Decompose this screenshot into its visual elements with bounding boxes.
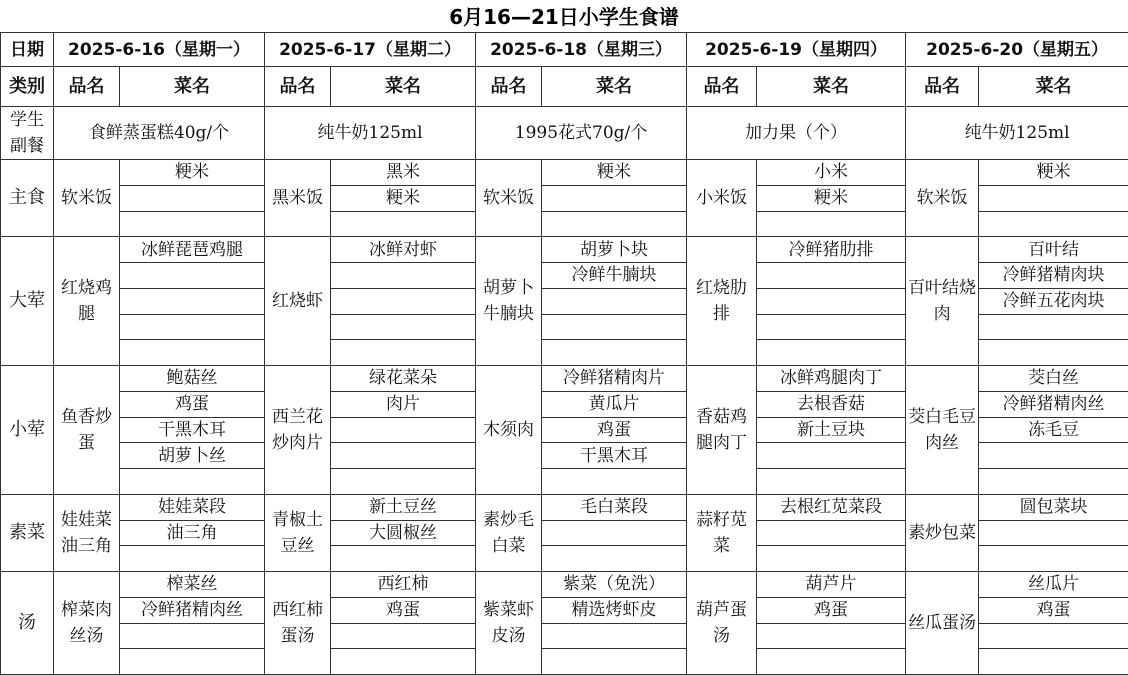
ingredient-cell: 冷鲜五花肉块: [979, 288, 1128, 314]
ingredient-cell: [542, 520, 687, 546]
ingredient-cell: [331, 417, 476, 443]
ingredient-cell: [542, 623, 687, 649]
ingredient-cell: 绿花菜朵: [331, 366, 476, 392]
dish-column-header: 品名: [906, 67, 979, 107]
ingredient-cell: 粳米: [331, 185, 476, 211]
snack-item: 1995花式70g/个: [476, 107, 687, 160]
ingredient-cell: [542, 469, 687, 495]
ingredient-cell: [331, 340, 476, 366]
ingredient-cell: 鸡蛋: [331, 597, 476, 623]
dish-name: 素炒毛白菜: [476, 494, 542, 571]
dish-name: 小米饭: [687, 160, 757, 237]
dish-name: 丝瓜蛋汤: [906, 572, 979, 675]
ingredient-cell: 胡萝卜丝: [120, 443, 265, 469]
ingredient-cell: 精选烤虾皮: [542, 597, 687, 623]
ingredient-cell: 鸡蛋: [757, 597, 906, 623]
snack-label: 学生副餐: [1, 107, 54, 160]
ingredient-column-header: 菜名: [331, 67, 476, 107]
date-header: 2025-6-17（星期二）: [265, 33, 476, 67]
ingredient-cell: 干黑木耳: [120, 417, 265, 443]
ingredient-cell: [757, 288, 906, 314]
ingredient-cell: [120, 469, 265, 495]
ingredient-cell: 黑米: [331, 160, 476, 186]
ingredient-cell: [757, 546, 906, 572]
ingredient-cell: [331, 211, 476, 237]
ingredient-cell: [331, 288, 476, 314]
ingredient-cell: 冷鲜猪精肉片: [542, 366, 687, 392]
ingredient-cell: [757, 443, 906, 469]
ingredient-cell: [542, 185, 687, 211]
ingredient-cell: [331, 443, 476, 469]
ingredient-cell: [757, 623, 906, 649]
ingredient-cell: [120, 185, 265, 211]
ingredient-cell: [979, 546, 1128, 572]
ingredient-cell: [120, 546, 265, 572]
ingredient-cell: 鸡蛋: [120, 391, 265, 417]
dish-name: 蒜籽苋菜: [687, 494, 757, 571]
ingredient-cell: 胡萝卜块: [542, 237, 687, 263]
dish-name: 葫芦蛋汤: [687, 572, 757, 675]
ingredient-cell: [757, 340, 906, 366]
ingredient-cell: [120, 623, 265, 649]
ingredient-cell: 毛白菜段: [542, 494, 687, 520]
dish-name: 软米饭: [54, 160, 120, 237]
date-header: 2025-6-19（星期四）: [687, 33, 906, 67]
ingredient-cell: [120, 263, 265, 289]
ingredient-cell: [120, 211, 265, 237]
dish-name: 软米饭: [906, 160, 979, 237]
ingredient-column-header: 菜名: [979, 67, 1128, 107]
ingredient-row: [1, 494, 1128, 520]
ingredient-cell: 丝瓜片: [979, 572, 1128, 598]
ingredient-cell: 鸡蛋: [979, 597, 1128, 623]
ingredient-cell: 新土豆块: [757, 417, 906, 443]
ingredient-cell: [120, 314, 265, 340]
snack-item: 纯牛奶125ml: [906, 107, 1128, 160]
dish-name: 软米饭: [476, 160, 542, 237]
ingredient-cell: 肉片: [331, 391, 476, 417]
ingredient-cell: [331, 314, 476, 340]
ingredient-cell: [757, 211, 906, 237]
ingredient-cell: 粳米: [757, 185, 906, 211]
ingredient-cell: 粳米: [542, 160, 687, 186]
section-label: 素菜: [1, 494, 54, 571]
date-header: 2025-6-20（星期五）: [906, 33, 1128, 67]
ingredient-cell: 鲍菇丝: [120, 366, 265, 392]
ingredient-cell: [979, 185, 1128, 211]
ingredient-cell: 冻毛豆: [979, 417, 1128, 443]
ingredient-cell: 鸡蛋: [542, 417, 687, 443]
ingredient-cell: [542, 288, 687, 314]
ingredient-cell: 圆包菜块: [979, 494, 1128, 520]
ingredient-cell: [979, 469, 1128, 495]
dish-name: 西红柿蛋汤: [265, 572, 331, 675]
ingredient-cell: [979, 211, 1128, 237]
dish-name: 红烧虾: [265, 237, 331, 366]
dish-name: 木须肉: [476, 366, 542, 495]
dish-column-header: 品名: [54, 67, 120, 107]
ingredient-cell: [542, 340, 687, 366]
dish-column-header: 品名: [687, 67, 757, 107]
ingredient-column-header: 菜名: [120, 67, 265, 107]
ingredient-cell: 冷鲜猪精肉丝: [979, 391, 1128, 417]
ingredient-cell: [331, 469, 476, 495]
ingredient-cell: 西红柿: [331, 572, 476, 598]
ingredient-cell: [979, 314, 1128, 340]
ingredient-cell: 去根香菇: [757, 391, 906, 417]
ingredient-cell: [979, 623, 1128, 649]
dish-name: 西兰花炒肉片: [265, 366, 331, 495]
ingredient-cell: [542, 546, 687, 572]
ingredient-cell: [757, 469, 906, 495]
ingredient-column-header: 菜名: [542, 67, 687, 107]
ingredient-cell: 冷鲜牛腩块: [542, 263, 687, 289]
ingredient-cell: [757, 520, 906, 546]
date-header: 2025-6-16（星期一）: [54, 33, 265, 67]
dish-name: 茭白毛豆肉丝: [906, 366, 979, 495]
ingredient-cell: [757, 263, 906, 289]
dish-name: 百叶结烧肉: [906, 237, 979, 366]
section-label: 汤: [1, 572, 54, 675]
ingredient-cell: 茭白丝: [979, 366, 1128, 392]
date-label: 日期: [1, 33, 54, 67]
ingredient-cell: [979, 443, 1128, 469]
date-header: 2025-6-18（星期三）: [476, 33, 687, 67]
snack-item: 食鲜蒸蛋糕40g/个: [54, 107, 265, 160]
ingredient-cell: 紫菜（免洗）: [542, 572, 687, 598]
ingredient-cell: [120, 288, 265, 314]
dish-name: 香菇鸡腿肉丁: [687, 366, 757, 495]
ingredient-cell: 冷鲜猪精肉丝: [120, 597, 265, 623]
ingredient-cell: 干黑木耳: [542, 443, 687, 469]
ingredient-cell: 冰鲜对虾: [331, 237, 476, 263]
ingredient-cell: 葫芦片: [757, 572, 906, 598]
ingredient-row: [1, 160, 1128, 186]
ingredient-row: [1, 366, 1128, 392]
ingredient-cell: 油三角: [120, 520, 265, 546]
dish-name: 青椒土豆丝: [265, 494, 331, 571]
ingredient-cell: 冷鲜猪精肉块: [979, 263, 1128, 289]
category-label: 类别: [1, 67, 54, 107]
ingredient-cell: 冰鲜琵琶鸡腿: [120, 237, 265, 263]
ingredient-cell: [979, 340, 1128, 366]
ingredient-cell: [542, 314, 687, 340]
dish-column-header: 品名: [265, 67, 331, 107]
section-label: 小荤: [1, 366, 54, 495]
dish-name: 胡萝卜牛腩块: [476, 237, 542, 366]
ingredient-cell: 去根红苋菜段: [757, 494, 906, 520]
ingredient-cell: 粳米: [979, 160, 1128, 186]
section-label: 大荤: [1, 237, 54, 366]
dish-name: 黑米饭: [265, 160, 331, 237]
dish-name: 红烧鸡腿: [54, 237, 120, 366]
ingredient-cell: 黄瓜片: [542, 391, 687, 417]
ingredient-cell: [331, 546, 476, 572]
ingredient-cell: 娃娃菜段: [120, 494, 265, 520]
ingredient-cell: [331, 623, 476, 649]
dish-name: 鱼香炒蛋: [54, 366, 120, 495]
snack-item: 纯牛奶125ml: [265, 107, 476, 160]
ingredient-cell: [979, 520, 1128, 546]
ingredient-cell: [120, 340, 265, 366]
dish-name: 红烧肋排: [687, 237, 757, 366]
ingredient-cell: 冰鲜鸡腿肉丁: [757, 366, 906, 392]
page-title: 6月16—21日小学生食谱: [0, 0, 1128, 32]
dish-name: 榨菜肉丝汤: [54, 572, 120, 675]
menu-table: [0, 32, 1128, 675]
ingredient-cell: 大圆椒丝: [331, 520, 476, 546]
dish-name: 紫菜虾皮汤: [476, 572, 542, 675]
ingredient-cell: 粳米: [120, 160, 265, 186]
ingredient-cell: 冷鲜猪肋排: [757, 237, 906, 263]
ingredient-cell: [542, 211, 687, 237]
ingredient-column-header: 菜名: [757, 67, 906, 107]
ingredient-row: [1, 237, 1128, 263]
section-label: 主食: [1, 160, 54, 237]
snack-item: 加力果（个）: [687, 107, 906, 160]
ingredient-cell: 新土豆丝: [331, 494, 476, 520]
dish-name: 娃娃菜油三角: [54, 494, 120, 571]
ingredient-cell: 小米: [757, 160, 906, 186]
category-row: [1, 67, 1128, 107]
date-header-row: [1, 33, 1128, 67]
dish-name: 素炒包菜: [906, 494, 979, 571]
ingredient-cell: [331, 263, 476, 289]
ingredient-cell: 百叶结: [979, 237, 1128, 263]
ingredient-row: [1, 572, 1128, 598]
snack-row: [1, 107, 1128, 160]
dish-column-header: 品名: [476, 67, 542, 107]
ingredient-cell: [757, 314, 906, 340]
ingredient-cell: 榨菜丝: [120, 572, 265, 598]
